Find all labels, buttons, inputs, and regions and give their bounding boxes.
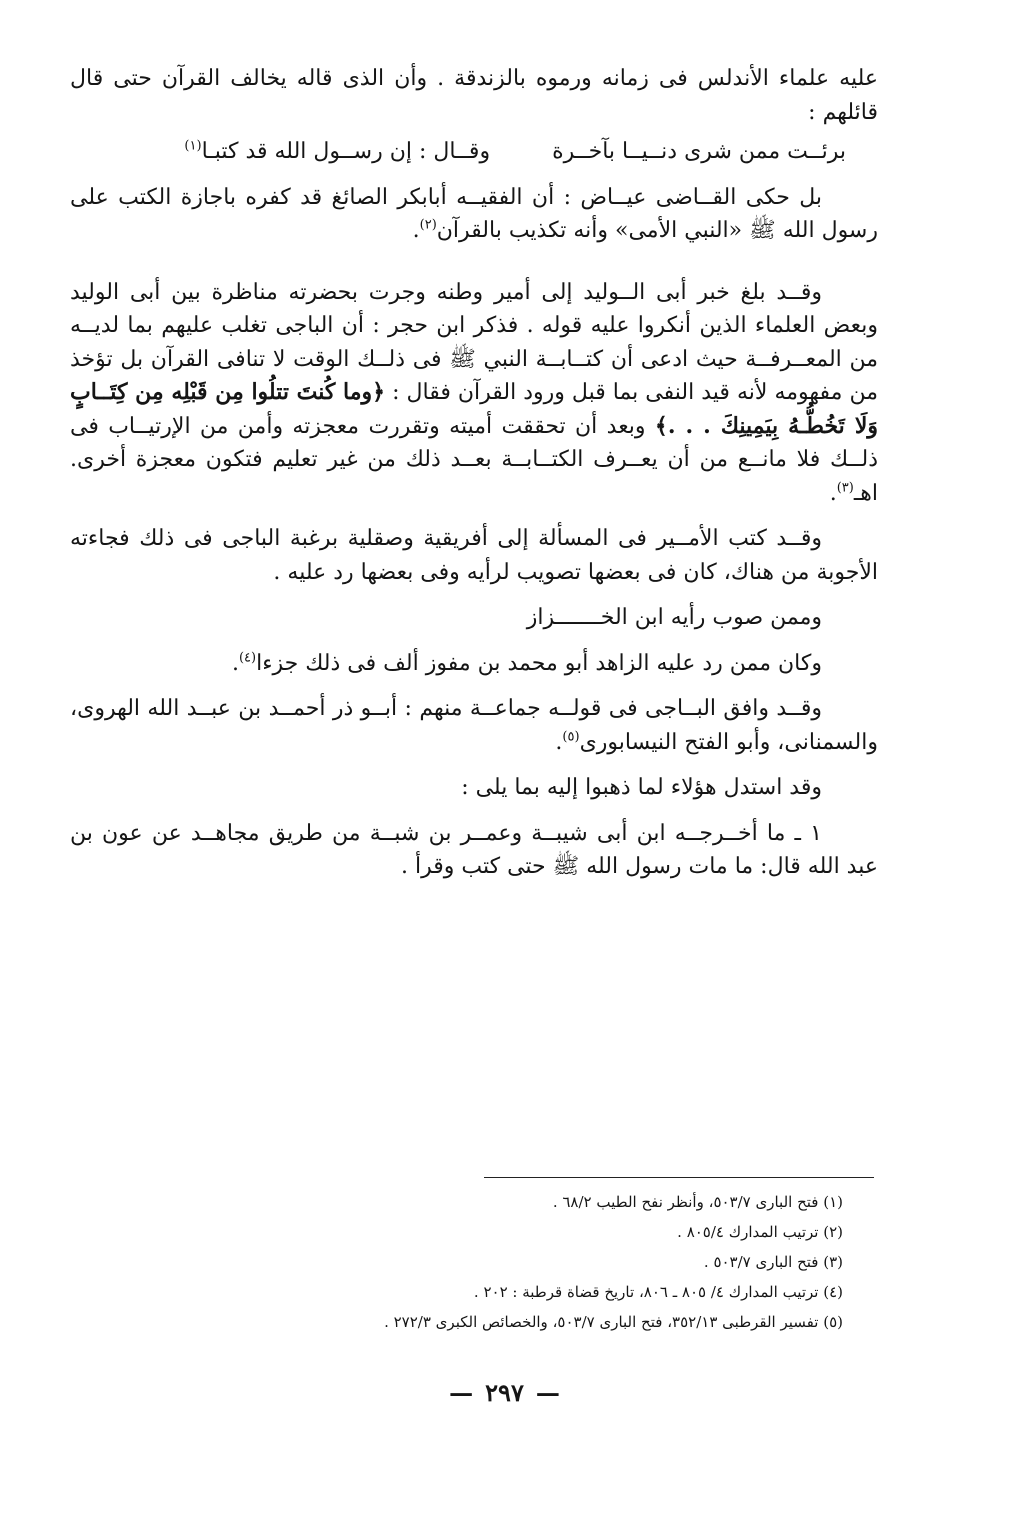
verse-hemistich-first: برئــت ممن شرى دنــيــا بآخــرة xyxy=(552,139,846,164)
page-number xyxy=(0,1378,1021,1407)
poem-verse xyxy=(70,135,878,169)
verse-hemistich-second-text: وقــال : إن رســول الله قد كتبـا xyxy=(201,139,491,164)
footnote-separator xyxy=(484,1177,874,1178)
paragraph-6 xyxy=(70,647,878,681)
footnotes xyxy=(203,1187,843,1337)
footnote-ref-5: (٥) xyxy=(562,729,580,745)
paragraph-3 xyxy=(70,276,878,511)
page-body xyxy=(70,62,878,884)
paragraph-6-text: وكان ممن رد عليه الزاهد أبو محمد بن مفوز ألف فى ذلك جزءا xyxy=(256,650,822,676)
paragraph-2-text: بل حكى القــاضى عيــاض : أن الفقيــه أبابكر الصائغ قد كفره باجازة الكتب على رسول الله ﷺ «النبي الأمى» وأنه تكذيب بالقرآن xyxy=(70,184,878,243)
paragraph-6-end: . xyxy=(231,650,239,676)
footnote-3: (٣) فتح البارى ٥٠٣/٧ . xyxy=(703,1253,843,1271)
paragraph-3-end: . xyxy=(829,480,837,506)
footnote-5: (٥) تفسير القرطبى ٣٥٢/١٣، فتح البارى ٥٠٣/٧، والخصائص الكبرى ٢٧٢/٣ . xyxy=(384,1313,843,1331)
footnote-ref-2: (٢) xyxy=(419,217,437,233)
footnote-2: (٢) ترتيب المدارك ٨٠٥/٤ . xyxy=(677,1223,843,1241)
footnote-4: (٤) ترتيب المدارك ٤/ ٨٠٥ ـ ٨٠٦، تاريخ قضاة قرطبة : ٢٠٢ . xyxy=(473,1283,843,1301)
footnote-ref-3: (٣) xyxy=(836,480,854,496)
paragraph-3-text-a: وقــد بلغ خبر أبى الــوليد إلى أمير وطنه وجرت بحضرته مناظرة بين أبى الوليد وبعض العلماء الذين أنكروا عليه قوله . فذكر ابن حجر : أن الباجى تغلب عليهم بما لديــه من المعــرفــة حيث ادعى أن كتــابــة النبي ﷺ فى ذلــك الوقت لا تنافى القرآن بل تؤخذ من مفهومه لأنه قيد النفى بما قبل ورود القرآن فقال : xyxy=(70,279,878,405)
paragraph-7 xyxy=(70,692,878,759)
page-number-dash-left: — xyxy=(449,1378,474,1407)
verse-hemistich-second xyxy=(184,135,490,169)
paragraph-7-text: وقــد وافق البــاجى فى قولــه جماعــة منهم : أبــو ذر أحمــد بن عبــد الله الهروى، والسمنانى، وأبو الفتح النيسابورى xyxy=(70,696,878,755)
paragraph-4: وقــد كتب الأمــير فى المسألة إلى أفريقية وصقلية برغبة الباجى فى ذلك فجاءته الأجوبة من هناك، كان فى بعضها تصويب لرأيه وفى بعضها رد عليه . xyxy=(70,526,878,585)
paragraph-1: عليه علماء الأندلس فى زمانه ورموه بالزندقة . وأن الذى قاله يخالف القرآن حتى قال قائلهم : xyxy=(70,66,878,125)
quran-quote: ﴿وما كُنتَ تتلُوا مِن قَبْلِه مِن كِتَــابٍ وَلَا تَخُطُّـهُ بِيَمِينِكَ . . .﴾ xyxy=(70,379,878,439)
footnote-1: (١) فتح البارى ٥٠٣/٧، وأنظر نفح الطيب ٦٨/٢ . xyxy=(552,1193,843,1211)
footnote-ref-1: (١) xyxy=(184,138,202,154)
paragraph-3-text-b: وبعد أن تحققت أميته وتقررت معجزته وأمن من الإرتيــاب فى ذلــك فلا مانــع من أن يعــرف الكتــابــة بعــد ذلك من غير تعليم فتكون معجزة أخرى. اهـ xyxy=(70,413,878,506)
paragraph-8: وقد استدل هؤلاء لما ذهبوا إليه بما يلى : xyxy=(461,775,822,800)
footnote-ref-4: (٤) xyxy=(238,650,257,666)
paragraph-2-end: . xyxy=(412,218,420,243)
paragraph-5: وممن صوب رأيه ابن الخـــــــزاز xyxy=(526,605,822,630)
paragraph-7-end: . xyxy=(555,729,563,755)
paragraph-2 xyxy=(70,181,878,248)
page-number-value: ٢٩٧ xyxy=(485,1378,524,1407)
paragraph-9: ١ ـ ما أخــرجــه ابن أبى شيبــة وعمــر بن شبــة من طريق مجاهــد عن عون بن عبد الله قال: ما مات رسول الله ﷺ حتى كتب وقرأ . xyxy=(70,820,878,879)
page-number-dash-right: — xyxy=(535,1378,560,1407)
